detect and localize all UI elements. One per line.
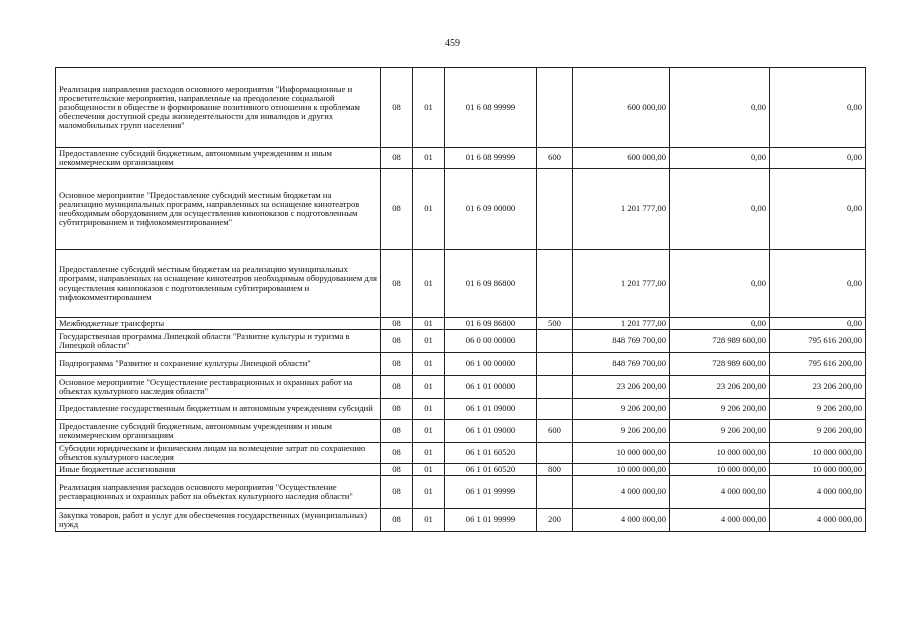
row-target-article-code: 01 6 08 99999: [445, 148, 537, 169]
row-amount-3: 9 206 200,00: [770, 420, 866, 443]
row-description: Субсидии юридическим и физическим лицам на возмещение затрат по сохранению объектов культурного наследия: [56, 443, 381, 464]
row-description: Основное мероприятие "Осуществление реставрационных и охранных работ на объектах культурного наследия области": [56, 376, 381, 399]
row-description: Межбюджетные трансферты: [56, 318, 381, 330]
row-amount-1: 1 201 777,00: [573, 250, 670, 318]
row-subsection-code: 01: [413, 443, 445, 464]
row-section-code: 08: [381, 169, 413, 250]
row-amount-1: 10 000 000,00: [573, 443, 670, 464]
row-description: Государственная программа Липецкой области "Развитие культуры и туризма в Липецкой области": [56, 330, 381, 353]
row-target-article-code: 06 1 00 00000: [445, 353, 537, 376]
row-section-code: 08: [381, 464, 413, 476]
row-subsection-code: 01: [413, 353, 445, 376]
row-section-code: 08: [381, 399, 413, 420]
row-description: Реализация направления расходов основного мероприятия "Информационные и просветительские мероприятия, направленные на преодоление социальной разобщенности в обществе и формирование позитивного отношения к проблемам обеспечения доступной среды жизнедеятельности для инвалидов и других маломобильных групп населения": [56, 68, 381, 148]
row-amount-3: 0,00: [770, 318, 866, 330]
row-amount-3: 0,00: [770, 250, 866, 318]
row-subsection-code: 01: [413, 148, 445, 169]
row-section-code: 08: [381, 353, 413, 376]
row-expense-type-code: [537, 476, 573, 509]
row-description: Закупка товаров, работ и услуг для обеспечения государственных (муниципальных) нужд: [56, 509, 381, 532]
budget-table: [55, 67, 866, 532]
row-amount-3: 0,00: [770, 169, 866, 250]
row-section-code: 08: [381, 420, 413, 443]
row-subsection-code: 01: [413, 464, 445, 476]
row-section-code: 08: [381, 250, 413, 318]
row-amount-1: 4 000 000,00: [573, 476, 670, 509]
row-amount-1: 4 000 000,00: [573, 509, 670, 532]
row-section-code: 08: [381, 148, 413, 169]
row-target-article-code: 06 1 01 09000: [445, 420, 537, 443]
row-amount-1: 600 000,00: [573, 148, 670, 169]
row-description: Иные бюджетные ассигнования: [56, 464, 381, 476]
row-subsection-code: 01: [413, 169, 445, 250]
row-subsection-code: 01: [413, 420, 445, 443]
row-amount-3: 795 616 200,00: [770, 330, 866, 353]
table-row: [56, 318, 866, 330]
table-row: [56, 420, 866, 443]
row-amount-3: 0,00: [770, 68, 866, 148]
table-row: [56, 376, 866, 399]
row-subsection-code: 01: [413, 376, 445, 399]
table-row: [56, 250, 866, 318]
row-amount-2: 10 000 000,00: [670, 443, 770, 464]
row-target-article-code: 01 6 09 86800: [445, 250, 537, 318]
table-row: [56, 443, 866, 464]
row-expense-type-code: [537, 353, 573, 376]
row-amount-2: 23 206 200,00: [670, 376, 770, 399]
row-expense-type-code: 500: [537, 318, 573, 330]
row-description: Предоставление субсидий местным бюджетам на реализацию муниципальных программ, направленных на оснащение кинотеатров необходимым оборудованием для осуществления кинопоказов с подготовленным субтитрированием и тифлокомментированием: [56, 250, 381, 318]
row-amount-3: 4 000 000,00: [770, 509, 866, 532]
row-target-article-code: 01 6 08 99999: [445, 68, 537, 148]
row-amount-3: 9 206 200,00: [770, 399, 866, 420]
table-row: [56, 476, 866, 509]
row-amount-1: 23 206 200,00: [573, 376, 670, 399]
row-subsection-code: 01: [413, 68, 445, 148]
table-row: [56, 68, 866, 148]
row-target-article-code: 06 1 01 60520: [445, 443, 537, 464]
row-target-article-code: 06 1 01 99999: [445, 509, 537, 532]
row-section-code: 08: [381, 476, 413, 509]
row-amount-3: 10 000 000,00: [770, 443, 866, 464]
row-amount-3: 795 616 200,00: [770, 353, 866, 376]
row-expense-type-code: 200: [537, 509, 573, 532]
row-target-article-code: 06 1 01 99999: [445, 476, 537, 509]
table-row: [56, 169, 866, 250]
row-amount-1: 1 201 777,00: [573, 169, 670, 250]
table-row: [56, 330, 866, 353]
row-expense-type-code: 800: [537, 464, 573, 476]
row-amount-2: 728 989 600,00: [670, 353, 770, 376]
row-target-article-code: 06 1 01 00000: [445, 376, 537, 399]
row-section-code: 08: [381, 68, 413, 148]
row-expense-type-code: [537, 169, 573, 250]
row-amount-3: 23 206 200,00: [770, 376, 866, 399]
row-description: Предоставление субсидий бюджетным, автономным учреждениям и иным некоммерческим организациям: [56, 148, 381, 169]
row-subsection-code: 01: [413, 509, 445, 532]
row-amount-2: 9 206 200,00: [670, 420, 770, 443]
table-row: [56, 399, 866, 420]
row-description: Предоставление субсидий бюджетным, автономным учреждениям и иным некоммерческим организациям: [56, 420, 381, 443]
row-target-article-code: 06 0 00 00000: [445, 330, 537, 353]
row-subsection-code: 01: [413, 399, 445, 420]
row-subsection-code: 01: [413, 250, 445, 318]
row-subsection-code: 01: [413, 476, 445, 509]
row-expense-type-code: [537, 250, 573, 318]
table-row: [56, 464, 866, 476]
row-section-code: 08: [381, 509, 413, 532]
row-description: Подпрограмма "Развитие и сохранение культуры Липецкой области": [56, 353, 381, 376]
row-description: Основное мероприятие "Предоставление субсидий местным бюджетам на реализацию муниципальных программ, направленных на оснащение кинотеатров необходимым оборудованием для осуществления кинопоказов с подготовленным субтитрированием и тифлокомментированием": [56, 169, 381, 250]
row-amount-2: 728 989 600,00: [670, 330, 770, 353]
row-amount-3: 0,00: [770, 148, 866, 169]
row-amount-1: 848 769 700,00: [573, 330, 670, 353]
row-amount-2: 0,00: [670, 250, 770, 318]
row-section-code: 08: [381, 443, 413, 464]
row-amount-2: 4 000 000,00: [670, 476, 770, 509]
row-target-article-code: 01 6 09 00000: [445, 169, 537, 250]
row-amount-1: 9 206 200,00: [573, 420, 670, 443]
row-section-code: 08: [381, 318, 413, 330]
row-expense-type-code: 600: [537, 148, 573, 169]
row-amount-1: 1 201 777,00: [573, 318, 670, 330]
table-row: [56, 509, 866, 532]
row-expense-type-code: [537, 399, 573, 420]
row-amount-2: 4 000 000,00: [670, 509, 770, 532]
row-amount-2: 0,00: [670, 169, 770, 250]
row-description: Реализация направления расходов основного мероприятия "Осуществление реставрационных и охранных работ на объектах культурного наследия области": [56, 476, 381, 509]
row-expense-type-code: [537, 376, 573, 399]
row-target-article-code: 01 6 09 86800: [445, 318, 537, 330]
row-amount-1: 600 000,00: [573, 68, 670, 148]
row-description: Предоставление государственным бюджетным и автономным учреждениям субсидий: [56, 399, 381, 420]
row-amount-2: 0,00: [670, 318, 770, 330]
row-amount-2: 0,00: [670, 68, 770, 148]
page-number: 459: [445, 38, 460, 49]
row-amount-3: 4 000 000,00: [770, 476, 866, 509]
row-amount-1: 10 000 000,00: [573, 464, 670, 476]
table-row: [56, 148, 866, 169]
row-subsection-code: 01: [413, 330, 445, 353]
row-amount-2: 0,00: [670, 148, 770, 169]
row-target-article-code: 06 1 01 09000: [445, 399, 537, 420]
row-subsection-code: 01: [413, 318, 445, 330]
table-row: [56, 353, 866, 376]
row-amount-3: 10 000 000,00: [770, 464, 866, 476]
row-amount-2: 10 000 000,00: [670, 464, 770, 476]
row-amount-1: 9 206 200,00: [573, 399, 670, 420]
row-section-code: 08: [381, 376, 413, 399]
row-target-article-code: 06 1 01 60520: [445, 464, 537, 476]
row-expense-type-code: 600: [537, 420, 573, 443]
row-expense-type-code: [537, 68, 573, 148]
row-amount-2: 9 206 200,00: [670, 399, 770, 420]
row-expense-type-code: [537, 443, 573, 464]
row-expense-type-code: [537, 330, 573, 353]
row-section-code: 08: [381, 330, 413, 353]
row-amount-1: 848 769 700,00: [573, 353, 670, 376]
